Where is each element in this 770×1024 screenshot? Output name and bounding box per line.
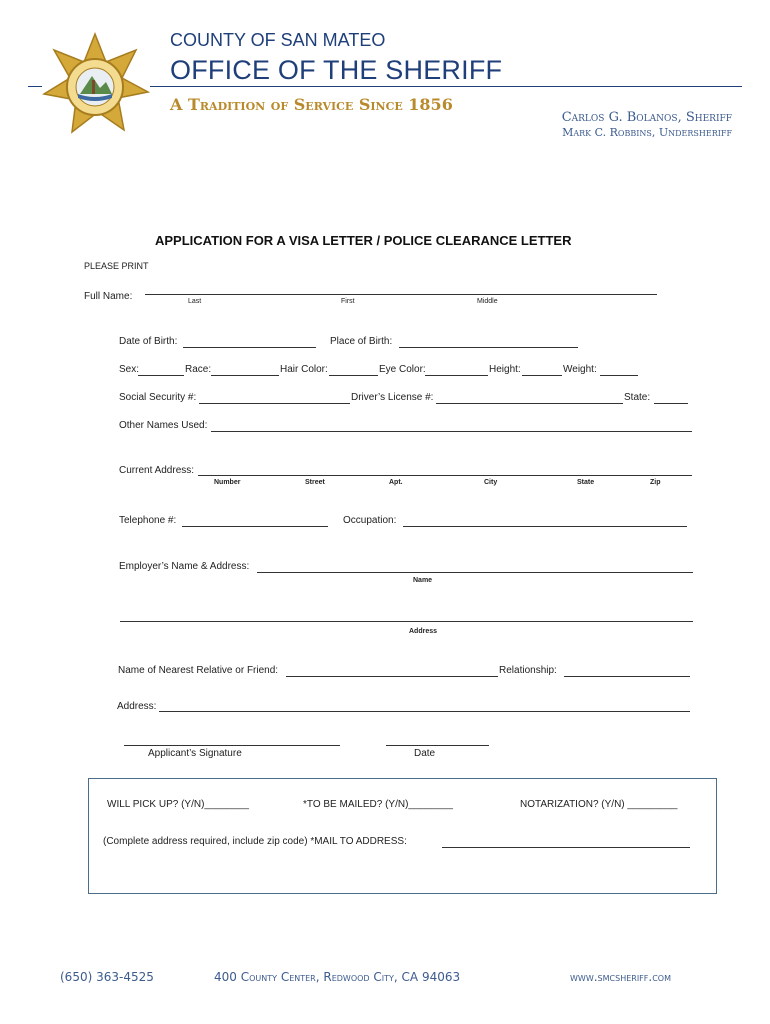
employer-label: Employer’s Name & Address: (119, 561, 250, 572)
footer-address: 400 County Center, Redwood City, CA 94063 (214, 970, 461, 984)
hair-color-field[interactable] (329, 375, 378, 376)
other-names-label: Other Names Used: (119, 420, 208, 431)
addr-street-caption: Street (305, 479, 325, 486)
current-address-field[interactable] (198, 475, 692, 476)
ssn-label: Social Security #: (119, 392, 197, 403)
height-label: Height: (489, 364, 521, 375)
date-label: Date (414, 748, 436, 759)
mail-to-label: (Complete address required, include zip code) *MAIL TO ADDRESS: (103, 836, 407, 847)
height-field[interactable] (522, 375, 562, 376)
addr-apt-caption: Apt. (389, 479, 403, 486)
header-rule (150, 86, 742, 87)
hair-color-label: Hair Color: (280, 364, 328, 375)
occupation-field[interactable] (403, 526, 687, 527)
full-name-field[interactable] (145, 294, 657, 295)
notarization-option[interactable]: NOTARIZATION? (Y/N) _________ (520, 799, 678, 810)
addr-state-caption: State (577, 479, 595, 486)
addr-zip-caption: Zip (650, 479, 661, 486)
footer-website[interactable]: www.smcsheriff.com (570, 970, 671, 984)
relationship-field[interactable] (564, 676, 690, 677)
occupation-label: Occupation: (343, 515, 397, 526)
form-title: APPLICATION FOR A VISA LETTER / POLICE CLEARANCE LETTER (155, 233, 572, 248)
header-rule-left (28, 86, 42, 87)
drivers-license-field[interactable] (436, 403, 623, 404)
weight-field[interactable] (600, 375, 638, 376)
employer-address-field[interactable] (120, 621, 693, 622)
employer-name-caption: Name (413, 577, 433, 584)
employer-address-caption: Address (409, 628, 438, 635)
signature-label: Applicant’s Signature (148, 748, 242, 759)
mailed-option[interactable]: *TO BE MAILED? (Y/N)________ (303, 799, 453, 810)
addr-number-caption: Number (214, 479, 241, 486)
date-field[interactable] (386, 745, 489, 746)
name-last-caption: Last (188, 298, 202, 305)
footer-phone: (650) 363-4525 (60, 970, 154, 984)
county-name: COUNTY OF SAN MATEO (170, 30, 386, 50)
dob-field[interactable] (183, 347, 316, 348)
current-address-label: Current Address: (119, 465, 195, 476)
eye-color-label: Eye Color: (379, 364, 426, 375)
state-label: State: (624, 392, 651, 403)
signature-field[interactable] (124, 745, 340, 746)
full-name-label: Full Name: (84, 291, 133, 302)
tradition-tagline: A Tradition of Service Since 1856 (170, 95, 453, 114)
relative-label: Name of Nearest Relative or Friend: (118, 665, 279, 676)
race-field[interactable] (211, 375, 279, 376)
employer-name-field[interactable] (257, 572, 693, 573)
sheriff-badge-icon (40, 32, 150, 137)
addr-city-caption: City (484, 479, 498, 486)
relative-field[interactable] (286, 676, 498, 677)
drivers-license-label: Driver’s License #: (351, 392, 434, 403)
weight-label: Weight: (563, 364, 597, 375)
undersheriff-name: Mark C. Robbins, Undersheriff (562, 126, 732, 139)
name-first-caption: First (341, 298, 355, 305)
name-middle-caption: Middle (477, 298, 498, 305)
relative-address-field[interactable] (159, 711, 690, 712)
relationship-label: Relationship: (499, 665, 557, 676)
other-names-field[interactable] (211, 431, 692, 432)
office-name: OFFICE OF THE SHERIFF (170, 55, 503, 85)
state-field[interactable] (654, 403, 688, 404)
ssn-field[interactable] (199, 403, 350, 404)
please-print-note: PLEASE PRINT (84, 261, 149, 271)
race-label: Race: (185, 364, 212, 375)
sheriff-name: Carlos G. Bolanos, Sheriff (561, 110, 732, 125)
telephone-label: Telephone #: (119, 515, 177, 526)
pickup-option[interactable]: WILL PICK UP? (Y/N)________ (107, 799, 249, 810)
relative-address-label: Address: (117, 701, 157, 712)
mail-to-field[interactable] (442, 847, 690, 848)
sex-field[interactable] (138, 375, 184, 376)
sex-label: Sex: (119, 364, 140, 375)
telephone-field[interactable] (182, 526, 328, 527)
eye-color-field[interactable] (425, 375, 488, 376)
pob-field[interactable] (399, 347, 578, 348)
dob-label: Date of Birth: (119, 336, 178, 347)
pob-label: Place of Birth: (330, 336, 393, 347)
